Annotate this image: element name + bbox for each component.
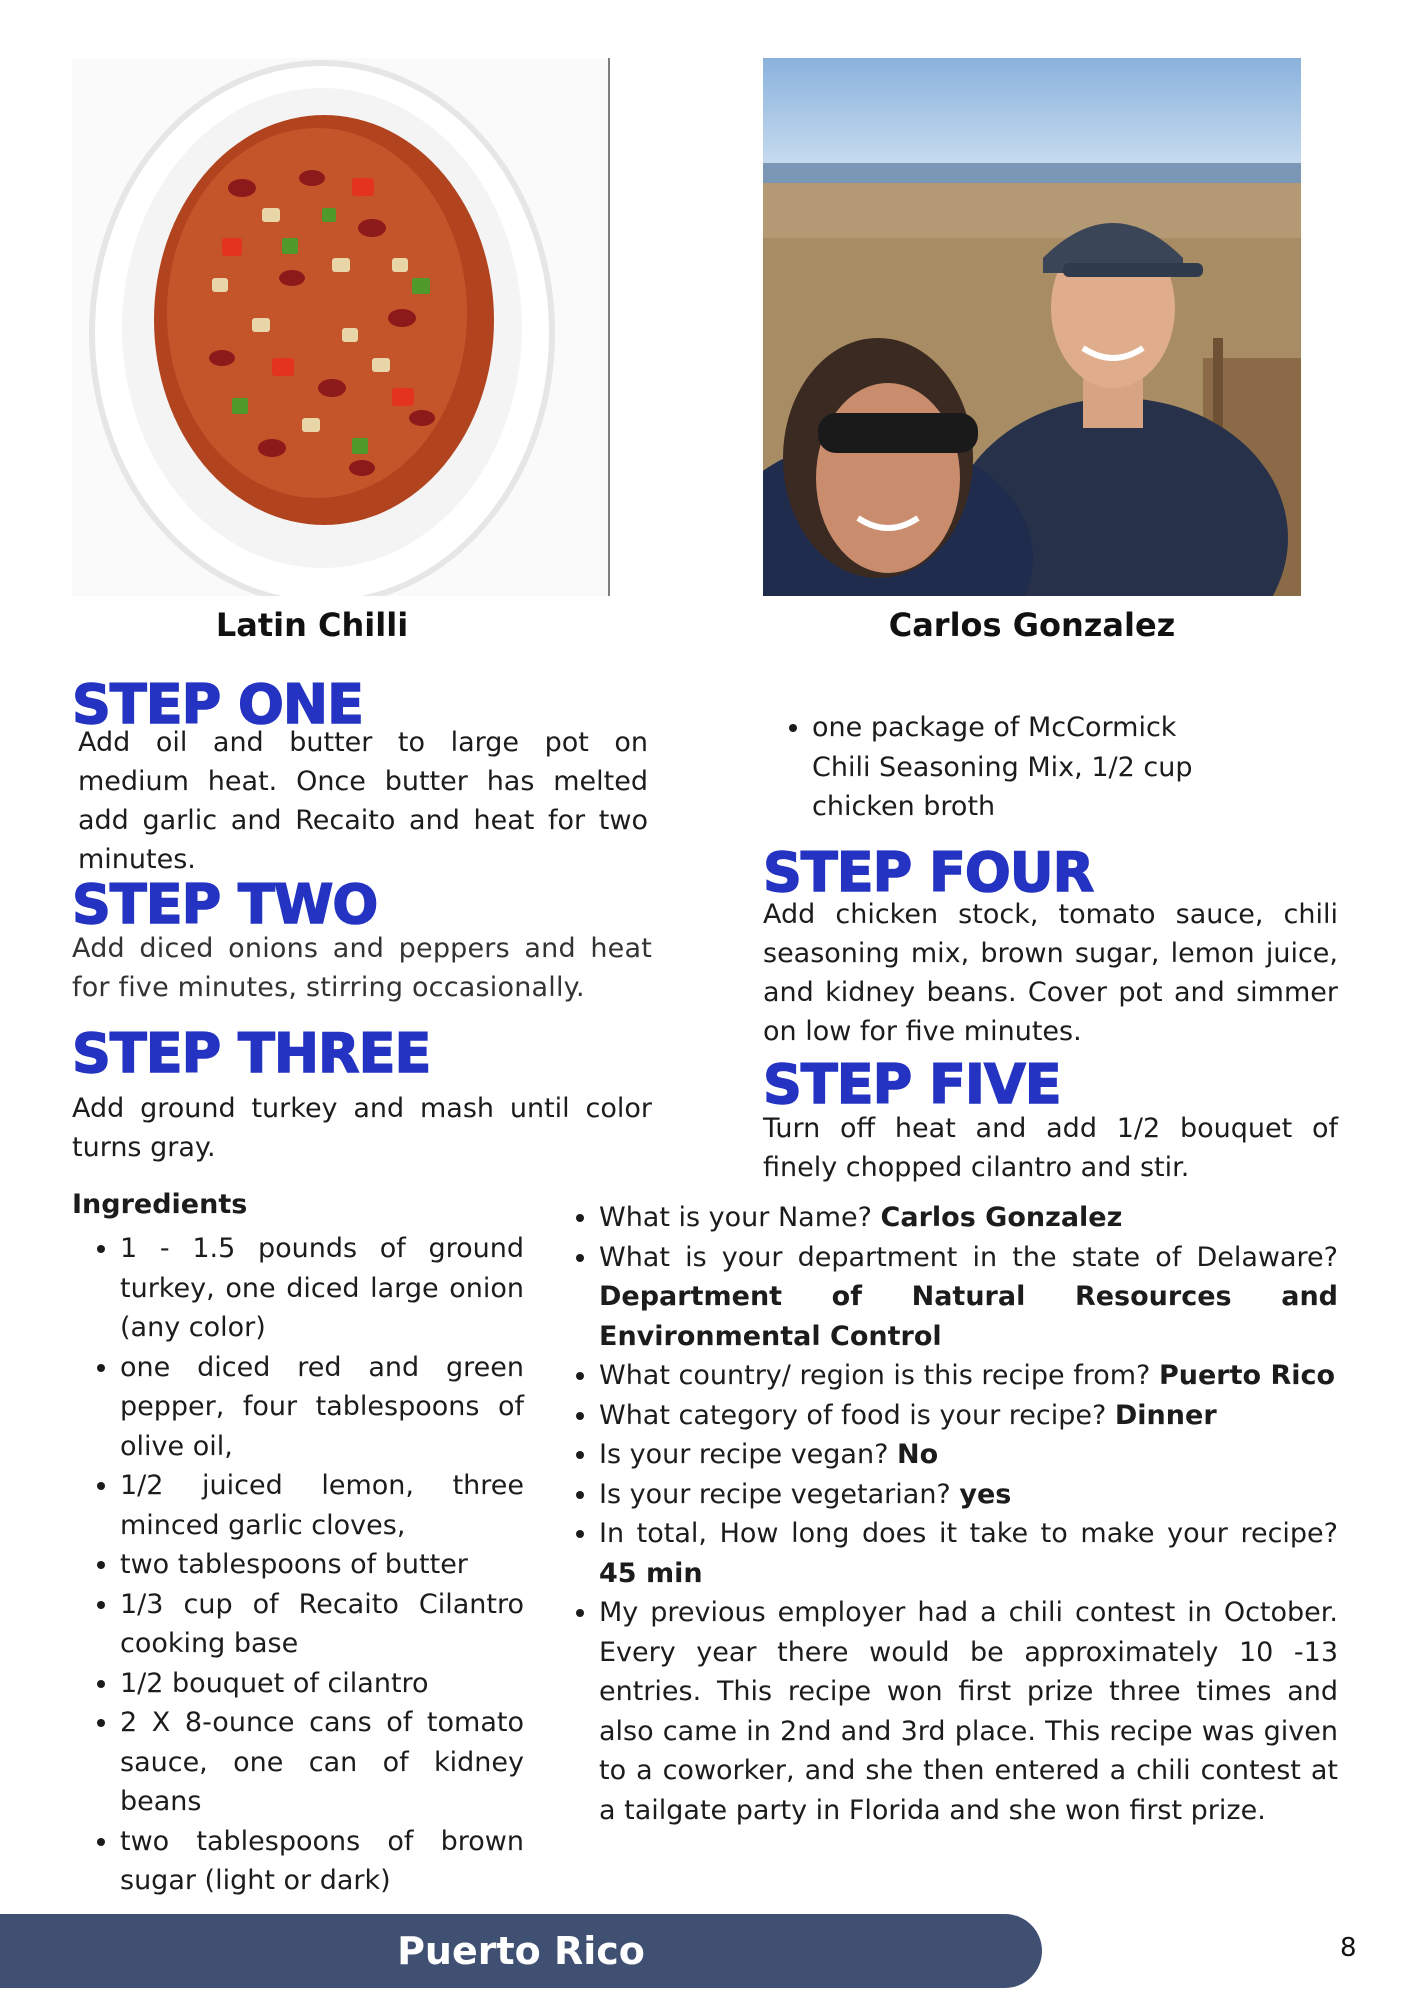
ingredient-item: • two tablespoons of brown sugar (light or dark) — [120, 1822, 524, 1901]
step-four-text: Add chicken stock, tomato sauce, chili seasoning mix, brown sugar, lemon juice, and kidney beans. Cover pot and simmer on low for five minutes. — [763, 899, 1338, 1047]
question-item — [599, 1396, 1338, 1436]
question-text: In total, How long does it take to make your recipe? — [599, 1518, 1338, 1549]
ingredient-item: • 1 - 1.5 pounds of ground turkey, one diced large onion (any color) — [120, 1229, 524, 1348]
question-text: What is your department in the state of Delaware? — [599, 1241, 1338, 1273]
question-item — [599, 1356, 1338, 1396]
step-five-title: STEP FIVE — [763, 1053, 1061, 1116]
ingredient-item: • 1/2 bouquet of cilantro — [120, 1664, 524, 1704]
ingredient-item: • 2 X 8-ounce cans of tomato sauce, one can of kidney beans — [120, 1703, 524, 1822]
ingredient-item: • 1/2 juiced lemon, three minced garlic cloves, — [120, 1466, 524, 1545]
answer-text: Puerto Rico — [1158, 1360, 1336, 1391]
question-text: My previous employer had a chili contest in October. Every year there would be approximately 10 -13 entries. This recipe won first prize three times and also came in 2nd and 3rd place. This recipe was given to a coworker, and she then entered a chili contest at a tailgate party in Florida and she won first prize. — [599, 1597, 1338, 1826]
question-text: What country/ region is this recipe from? — [599, 1360, 1151, 1391]
seasoning-item: • one package of McCormick Chili Seasoning Mix, 1/2 cup chicken broth — [812, 708, 1224, 827]
step-one-text: Add oil and butter to large pot on medium heat. Once butter has melted add garlic and Recaito and heat for two minutes. — [78, 727, 648, 875]
footer-region-label: Puerto Rico — [397, 1929, 645, 1973]
step-two-text: Add diced onions and peppers and heat for five minutes, stirring occasionally. — [72, 933, 652, 1003]
question-item — [599, 1593, 1338, 1830]
chili-bowl-illustration — [72, 58, 610, 596]
seasoning-list — [764, 708, 1224, 827]
step-two-title: STEP TWO — [72, 873, 378, 936]
question-text: Is your recipe vegan? — [599, 1439, 889, 1470]
answer-text: No — [897, 1439, 939, 1470]
question-item — [599, 1475, 1338, 1515]
answer-text: Department of Natural Resources and Environmental Control — [599, 1281, 1338, 1352]
question-text: Is your recipe vegetarian? — [599, 1478, 951, 1510]
step-three-text: Add ground turkey and mash until color turns gray. — [72, 1093, 652, 1163]
question-item — [599, 1435, 1338, 1475]
question-text: What is your Name? — [599, 1202, 872, 1233]
person-photo-caption: Carlos Gonzalez — [888, 606, 1176, 644]
questionnaire — [551, 1198, 1338, 1830]
question-item — [599, 1198, 1338, 1238]
ingredient-item: • 1/3 cup of Recaito Cilantro cooking base — [120, 1585, 524, 1664]
step-three-title: STEP THREE — [72, 1022, 431, 1085]
step-five-text: Turn off heat and add 1/2 bouquet of finely chopped cilantro and stir. — [763, 1113, 1338, 1183]
portrait-photo — [763, 58, 1301, 596]
answer-text: Carlos Gonzalez — [880, 1202, 1123, 1233]
ingredients-title: Ingredients — [72, 1189, 248, 1220]
ingredients-list — [72, 1229, 524, 1940]
question-text: What category of food is your recipe? — [599, 1399, 1107, 1431]
selfie-illustration — [763, 58, 1301, 596]
page-number: 8 — [1340, 1933, 1357, 1963]
footer-region-banner — [0, 1914, 1042, 1988]
question-item — [599, 1238, 1338, 1357]
ingredient-item: • one diced red and green pepper, four tablespoons of olive oil, — [120, 1348, 524, 1467]
step-one-title: STEP ONE — [72, 673, 363, 736]
answer-text: 45 min — [599, 1557, 703, 1589]
answer-text: Dinner — [1114, 1399, 1217, 1431]
ingredient-item: • two tablespoons of butter — [120, 1545, 524, 1585]
recipe-photo-caption: Latin Chilli — [215, 606, 409, 644]
question-item — [599, 1514, 1338, 1593]
chili-photo — [72, 58, 610, 596]
answer-text: yes — [959, 1478, 1012, 1510]
step-four-title: STEP FOUR — [763, 841, 1094, 904]
